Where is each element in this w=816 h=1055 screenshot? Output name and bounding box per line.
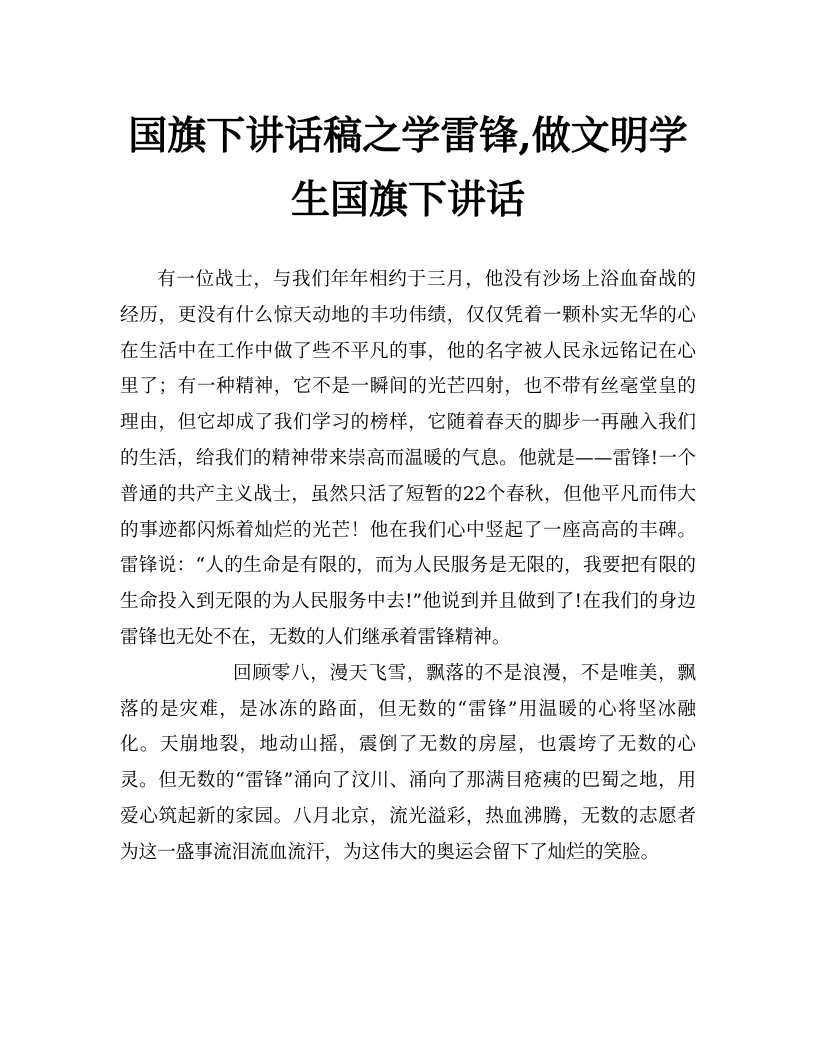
- paragraph-2: 回顾零八，漫天飞雪，飘落的不是浪漫，不是唯美，飘落的是灾难，是冰冻的路面，但无数的“雷锋”用温暖的心将坚冰融化。天崩地裂，地动山摇，震倒了无数的房屋，也震垮了无数的心灵。但无数的“雷锋”涌向了汶川、涌向了那满目疮痍的巴蜀之地，用爱心筑起新的家园。八月北京，流光溢彩，热血沸腾，无数的志愿者为这一盛事流泪流血流汗，为这伟大的奥运会留下了灿烂的笑脸。: [120, 662, 696, 863]
- paragraph-1: 有一位战士，与我们年年相约于三月，他没有沙场上浴血奋战的经历，更没有什么惊天动地的丰功伟绩，仅仅凭着一颗朴实无华的心在生活中在工作中做了些不平凡的事，他的名字被人民永远铭记在心里了；有一种精神，它不是一瞬间的光芒四射，也不带有丝毫堂皇的理由，但它却成了我们学习的榜样，它随着春天的脚步一再融入我们的生活，给我们的精神带来崇高而温暖的气息。他就是——雷锋!一个普通的共产主义战士，虽然只活了短暂的22个春秋，但他平凡而伟大的事迹都闪烁着灿烂的光芒！他在我们心中竖起了一座高高的丰碑。雷锋说：“人的生命是有限的，而为人民服务是无限的，我要把有限的生命投入到无限的为人民服务中去!”他说到并且做到了!在我们的身边雷锋也无处不在，无数的人们继承着雷锋精神。: [120, 269, 696, 648]
- document-title: 国旗下讲话稿之学雷锋,做文明学生国旗下讲话: [128, 113, 688, 223]
- document-body: [120, 262, 696, 871]
